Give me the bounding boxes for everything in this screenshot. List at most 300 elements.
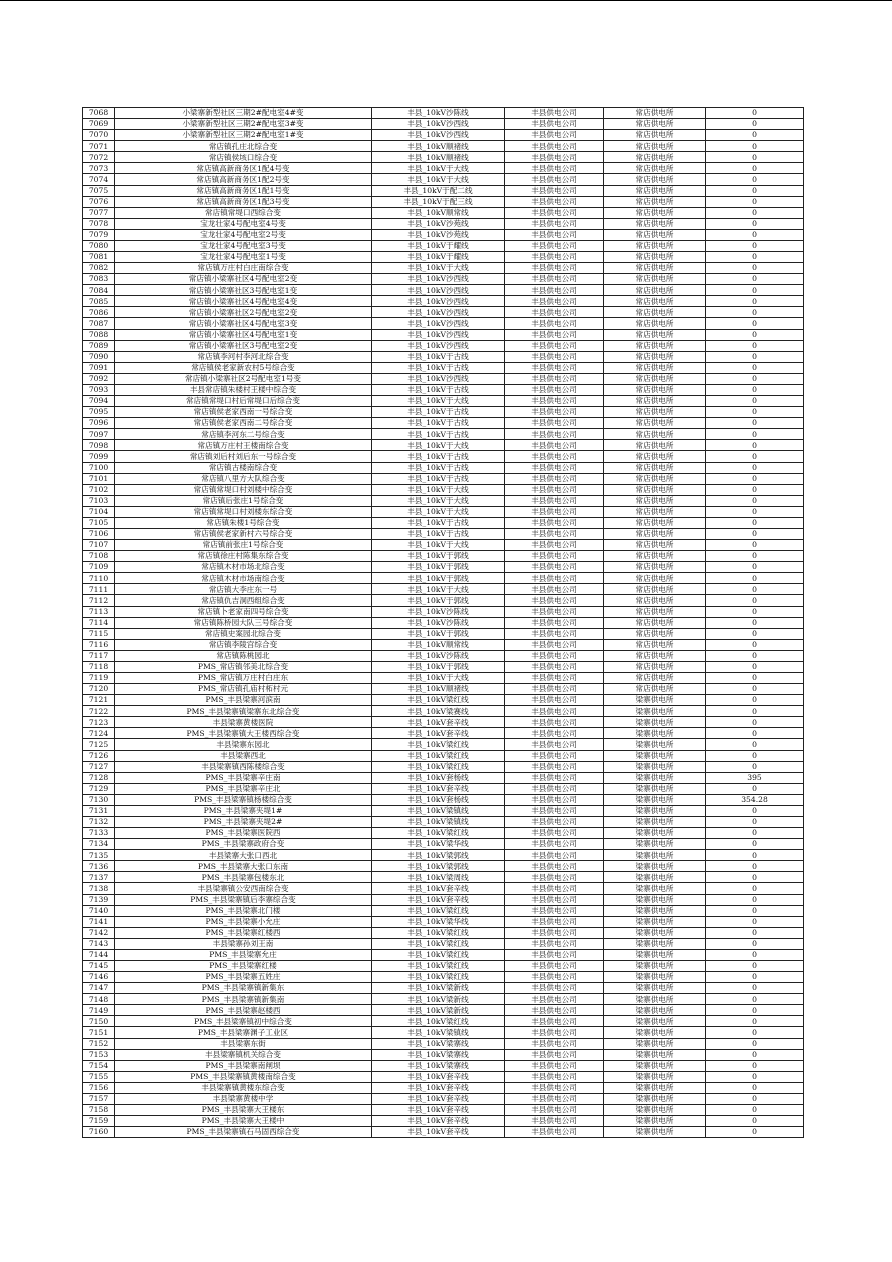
feeder-line-cell: 丰县_10kV套辛线 [372, 1105, 505, 1116]
supply-station-cell: 梁寨供电所 [604, 772, 706, 783]
company-cell: 丰县供电公司 [505, 551, 604, 562]
company-cell: 丰县供电公司 [505, 296, 604, 307]
feeder-line-cell: 丰县_10kV沙西线 [372, 318, 505, 329]
value-cell: 0 [706, 141, 804, 152]
transformer-name-cell: 小梁寨新型社区三期2#配电室1#变 [115, 130, 372, 141]
value-cell: 0 [706, 994, 804, 1005]
feeder-line-cell: 丰县_10kV于郭线 [372, 573, 505, 584]
value-cell: 0 [706, 595, 804, 606]
row-id-cell: 7073 [83, 163, 115, 174]
row-id-cell: 7089 [83, 340, 115, 351]
row-id-cell: 7097 [83, 429, 115, 440]
transformer-name-cell: PMS_丰县梁寨小允庄 [115, 916, 372, 927]
row-id-cell: 7160 [83, 1127, 115, 1138]
feeder-line-cell: 丰县_10kV沙西线 [372, 329, 505, 340]
feeder-line-cell: 丰县_10kV于古线 [372, 528, 505, 539]
company-cell: 丰县供电公司 [505, 894, 604, 905]
table-row [83, 163, 804, 174]
company-cell: 丰县供电公司 [505, 540, 604, 551]
company-cell: 丰县供电公司 [505, 1127, 604, 1138]
value-cell: 0 [706, 1005, 804, 1016]
value-cell: 0 [706, 617, 804, 628]
value-cell: 0 [706, 606, 804, 617]
supply-station-cell: 梁寨供电所 [604, 883, 706, 894]
feeder-line-cell: 丰县_10kV于大线 [372, 540, 505, 551]
company-cell: 丰县供电公司 [505, 263, 604, 274]
table-row [83, 672, 804, 683]
table-row [83, 1049, 804, 1060]
supply-station-cell: 梁寨供电所 [604, 905, 706, 916]
row-id-cell: 7137 [83, 872, 115, 883]
table-row [83, 484, 804, 495]
value-cell: 0 [706, 108, 804, 119]
feeder-line-cell: 丰县_10kV梁赛线 [372, 706, 505, 717]
company-cell: 丰县供电公司 [505, 174, 604, 185]
supply-station-cell: 常店供电所 [604, 218, 706, 229]
supply-station-cell: 梁寨供电所 [604, 1005, 706, 1016]
value-cell: 0 [706, 229, 804, 240]
transformer-name-cell: 常店镇小梁寨社区4号配电室1变 [115, 329, 372, 340]
transformer-name-cell: 常店镇卜老家南四号综合变 [115, 606, 372, 617]
value-cell: 0 [706, 451, 804, 462]
table-row [83, 1116, 804, 1127]
value-cell: 0 [706, 517, 804, 528]
company-cell: 丰县供电公司 [505, 407, 604, 418]
company-cell: 丰县供电公司 [505, 1105, 604, 1116]
transformer-name-cell: PMS_丰县梁寨红楼西 [115, 927, 372, 938]
value-cell: 0 [706, 384, 804, 395]
supply-station-cell: 常店供电所 [604, 517, 706, 528]
table-row [83, 218, 804, 229]
company-cell: 丰县供电公司 [505, 1082, 604, 1093]
value-cell: 0 [706, 130, 804, 141]
value-cell: 0 [706, 1127, 804, 1138]
supply-station-cell: 常店供电所 [604, 229, 706, 240]
supply-station-cell: 常店供电所 [604, 650, 706, 661]
company-cell: 丰县供电公司 [505, 440, 604, 451]
table-row [83, 961, 804, 972]
table-row [83, 451, 804, 462]
value-cell: 0 [706, 839, 804, 850]
value-cell: 0 [706, 916, 804, 927]
table-row [83, 1016, 804, 1027]
table-row [83, 440, 804, 451]
supply-station-cell: 梁寨供电所 [604, 1127, 706, 1138]
supply-station-cell: 常店供电所 [604, 595, 706, 606]
company-cell: 丰县供电公司 [505, 207, 604, 218]
value-cell: 0 [706, 717, 804, 728]
supply-station-cell: 梁寨供电所 [604, 1060, 706, 1071]
supply-station-cell: 常店供电所 [604, 506, 706, 517]
supply-station-cell: 梁寨供电所 [604, 972, 706, 983]
feeder-line-cell: 丰县_10kV套辛线 [372, 717, 505, 728]
value-cell: 0 [706, 817, 804, 828]
row-id-cell: 7152 [83, 1038, 115, 1049]
table-row [83, 240, 804, 251]
feeder-line-cell: 丰县_10kV梁红线 [372, 739, 505, 750]
feeder-line-cell: 丰县_10kV于郭线 [372, 562, 505, 573]
company-cell: 丰县供电公司 [505, 828, 604, 839]
value-cell: 0 [706, 340, 804, 351]
row-id-cell: 7074 [83, 174, 115, 185]
row-id-cell: 7141 [83, 916, 115, 927]
company-cell: 丰县供电公司 [505, 373, 604, 384]
supply-station-cell: 梁寨供电所 [604, 927, 706, 938]
table-row [83, 706, 804, 717]
supply-station-cell: 常店供电所 [604, 407, 706, 418]
feeder-line-cell: 丰县_10kV顺常线 [372, 207, 505, 218]
transformer-name-cell: 常店镇侯老家新村六号综合变 [115, 528, 372, 539]
transformer-name-cell: 宝龙壮家4号配电室4号变 [115, 218, 372, 229]
value-cell: 0 [706, 174, 804, 185]
table-row [83, 528, 804, 539]
value-cell: 0 [706, 185, 804, 196]
transformer-name-cell: PMS_丰县梁寨大张口东南 [115, 861, 372, 872]
company-cell: 丰县供电公司 [505, 362, 604, 373]
row-id-cell: 7127 [83, 761, 115, 772]
transformer-name-cell: 丰县梁寨镇公安西南综合变 [115, 883, 372, 894]
row-id-cell: 7155 [83, 1071, 115, 1082]
feeder-line-cell: 丰县_10kV梁红线 [372, 695, 505, 706]
feeder-line-cell: 丰县_10kV梁寨线 [372, 1049, 505, 1060]
transformer-name-cell: 丰县梁寨大张口西北 [115, 850, 372, 861]
feeder-line-cell: 丰县_10kV沙苑线 [372, 229, 505, 240]
value-cell: 0 [706, 484, 804, 495]
supply-station-cell: 常店供电所 [604, 451, 706, 462]
feeder-line-cell: 丰县_10kV顺褚线 [372, 152, 505, 163]
row-id-cell: 7070 [83, 130, 115, 141]
row-id-cell: 7082 [83, 263, 115, 274]
company-cell: 丰县供电公司 [505, 994, 604, 1005]
supply-station-cell: 梁寨供电所 [604, 783, 706, 794]
row-id-cell: 7090 [83, 351, 115, 362]
table-row [83, 905, 804, 916]
company-cell: 丰县供电公司 [505, 473, 604, 484]
company-cell: 丰县供电公司 [505, 672, 604, 683]
value-cell: 0 [706, 1082, 804, 1093]
feeder-line-cell: 丰县_10kV于大线 [372, 396, 505, 407]
value-cell: 0 [706, 695, 804, 706]
company-cell: 丰县供电公司 [505, 506, 604, 517]
row-id-cell: 7132 [83, 817, 115, 828]
company-cell: 丰县供电公司 [505, 340, 604, 351]
value-cell: 0 [706, 163, 804, 174]
company-cell: 丰县供电公司 [505, 252, 604, 263]
row-id-cell: 7148 [83, 994, 115, 1005]
row-id-cell: 7128 [83, 772, 115, 783]
supply-station-cell: 梁寨供电所 [604, 1049, 706, 1060]
table-row [83, 850, 804, 861]
supply-station-cell: 梁寨供电所 [604, 1016, 706, 1027]
transformer-name-cell: 宝龙壮家4号配电室1号变 [115, 252, 372, 263]
feeder-line-cell: 丰县_10kV梁寨线 [372, 1038, 505, 1049]
row-id-cell: 7095 [83, 407, 115, 418]
table-row [83, 551, 804, 562]
feeder-line-cell: 丰县_10kV于古线 [372, 362, 505, 373]
table-row [83, 351, 804, 362]
feeder-line-cell: 丰县_10kV沙陈线 [372, 617, 505, 628]
value-cell: 0 [706, 440, 804, 451]
row-id-cell: 7083 [83, 274, 115, 285]
company-cell: 丰县供电公司 [505, 794, 604, 805]
value-cell: 0 [706, 639, 804, 650]
feeder-line-cell: 丰县_10kV梁镇线 [372, 805, 505, 816]
feeder-line-cell: 丰县_10kV梁红线 [372, 972, 505, 983]
transformer-name-cell: 常店镇史案园北综合变 [115, 628, 372, 639]
feeder-line-cell: 丰县_10kV沙西线 [372, 119, 505, 130]
transformer-name-cell: 丰县梁寨东街 [115, 1038, 372, 1049]
company-cell: 丰县供电公司 [505, 805, 604, 816]
company-cell: 丰县供电公司 [505, 240, 604, 251]
table-row [83, 983, 804, 994]
value-cell: 0 [706, 894, 804, 905]
transformer-name-cell: PMS_丰县梁寨镇黄楼南综合变 [115, 1071, 372, 1082]
feeder-line-cell: 丰县_10kV套辛线 [372, 728, 505, 739]
transformer-name-cell: 常店镇小梁寨社区4号配电室4变 [115, 296, 372, 307]
value-cell: 0 [706, 983, 804, 994]
company-cell: 丰县供电公司 [505, 163, 604, 174]
feeder-line-cell: 丰县_10kV梁红线 [372, 761, 505, 772]
supply-station-cell: 常店供电所 [604, 661, 706, 672]
supply-station-cell: 常店供电所 [604, 396, 706, 407]
company-cell: 丰县供电公司 [505, 628, 604, 639]
transformer-name-cell: 常店镇侯垓口综合变 [115, 152, 372, 163]
feeder-line-cell: 丰县_10kV于大线 [372, 263, 505, 274]
row-id-cell: 7080 [83, 240, 115, 251]
row-id-cell: 7099 [83, 451, 115, 462]
value-cell: 0 [706, 628, 804, 639]
transformer-name-cell: 常店镇大李庄东一号 [115, 584, 372, 595]
feeder-line-cell: 丰县_10kV梁寨线 [372, 1060, 505, 1071]
transformer-name-cell: 常店镇侯老家西南二号综合变 [115, 418, 372, 429]
transformer-name-cell: 常店镇陈桃园北 [115, 650, 372, 661]
row-id-cell: 7130 [83, 794, 115, 805]
value-cell: 0 [706, 351, 804, 362]
supply-station-cell: 梁寨供电所 [604, 850, 706, 861]
value-cell: 0 [706, 307, 804, 318]
supply-station-cell: 常店供电所 [604, 362, 706, 373]
feeder-line-cell: 丰县_10kV套杨线 [372, 772, 505, 783]
company-cell: 丰县供电公司 [505, 850, 604, 861]
transformer-name-cell: PMS_丰县梁寨镇初中综合变 [115, 1016, 372, 1027]
value-cell: 0 [706, 828, 804, 839]
table-row [83, 739, 804, 750]
supply-station-cell: 常店供电所 [604, 163, 706, 174]
company-cell: 丰县供电公司 [505, 1016, 604, 1027]
table-row [83, 728, 804, 739]
table-row [83, 783, 804, 794]
supply-station-cell: 梁寨供电所 [604, 1027, 706, 1038]
company-cell: 丰县供电公司 [505, 1071, 604, 1082]
transformer-name-cell: 常店镇孔庄北综合变 [115, 141, 372, 152]
table-row [83, 362, 804, 373]
feeder-line-cell: 丰县_10kV于古线 [372, 351, 505, 362]
transformer-name-cell: 常店镇陈桥园大队三号综合变 [115, 617, 372, 628]
feeder-line-cell: 丰县_10kV于古线 [372, 473, 505, 484]
table-row [83, 373, 804, 384]
row-id-cell: 7078 [83, 218, 115, 229]
table-row [83, 506, 804, 517]
supply-station-cell: 梁寨供电所 [604, 739, 706, 750]
supply-station-cell: 梁寨供电所 [604, 1105, 706, 1116]
feeder-line-cell: 丰县_10kV套辛线 [372, 894, 505, 905]
value-cell: 0 [706, 329, 804, 340]
supply-station-cell: 梁寨供电所 [604, 717, 706, 728]
row-id-cell: 7106 [83, 528, 115, 539]
table-row [83, 828, 804, 839]
feeder-line-cell: 丰县_10kV顺褚线 [372, 684, 505, 695]
feeder-line-cell: 丰县_10kV沙西线 [372, 274, 505, 285]
company-cell: 丰县供电公司 [505, 130, 604, 141]
company-cell: 丰县供电公司 [505, 783, 604, 794]
company-cell: 丰县供电公司 [505, 927, 604, 938]
company-cell: 丰县供电公司 [505, 229, 604, 240]
table-row [83, 650, 804, 661]
table-row [83, 396, 804, 407]
table-row [83, 617, 804, 628]
transformer-name-cell: PMS_常店镇邻美北综合变 [115, 661, 372, 672]
value-cell: 0 [706, 506, 804, 517]
company-cell: 丰县供电公司 [505, 1038, 604, 1049]
company-cell: 丰县供电公司 [505, 108, 604, 119]
company-cell: 丰县供电公司 [505, 717, 604, 728]
company-cell: 丰县供电公司 [505, 617, 604, 628]
company-cell: 丰县供电公司 [505, 739, 604, 750]
transformer-name-cell: PMS_常店镇孔庙村柘村元 [115, 684, 372, 695]
company-cell: 丰县供电公司 [505, 318, 604, 329]
transformer-name-cell: 常店镇万庄村王楼南综合变 [115, 440, 372, 451]
table-row [83, 274, 804, 285]
supply-station-cell: 常店供电所 [604, 617, 706, 628]
company-cell: 丰县供电公司 [505, 1116, 604, 1127]
table-row [83, 994, 804, 1005]
transformer-name-cell: 丰县梁寨镇机关综合变 [115, 1049, 372, 1060]
supply-station-cell: 梁寨供电所 [604, 750, 706, 761]
value-cell: 0 [706, 1116, 804, 1127]
table-row [83, 174, 804, 185]
table-row [83, 1027, 804, 1038]
feeder-line-cell: 丰县_10kV于耀线 [372, 240, 505, 251]
company-cell: 丰县供电公司 [505, 839, 604, 850]
row-id-cell: 7143 [83, 938, 115, 949]
company-cell: 丰县供电公司 [505, 517, 604, 528]
value-cell: 0 [706, 1016, 804, 1027]
company-cell: 丰县供电公司 [505, 1027, 604, 1038]
feeder-line-cell: 丰县_10kV套辛线 [372, 883, 505, 894]
supply-station-cell: 常店供电所 [604, 429, 706, 440]
company-cell: 丰县供电公司 [505, 196, 604, 207]
supply-station-cell: 常店供电所 [604, 274, 706, 285]
row-id-cell: 7068 [83, 108, 115, 119]
value-cell: 395 [706, 772, 804, 783]
feeder-line-cell: 丰县_10kV梁华线 [372, 916, 505, 927]
feeder-line-cell: 丰县_10kV于古线 [372, 462, 505, 473]
feeder-line-cell: 丰县_10kV套辛线 [372, 1093, 505, 1104]
supply-station-cell: 梁寨供电所 [604, 961, 706, 972]
transformer-name-cell: 常店镇万庄村白庄南综合变 [115, 263, 372, 274]
transformer-name-cell: PMS_丰县梁寨镇杨楼综合变 [115, 794, 372, 805]
row-id-cell: 7157 [83, 1093, 115, 1104]
company-cell: 丰县供电公司 [505, 916, 604, 927]
supply-station-cell: 常店供电所 [604, 639, 706, 650]
company-cell: 丰县供电公司 [505, 1093, 604, 1104]
row-id-cell: 7085 [83, 296, 115, 307]
company-cell: 丰县供电公司 [505, 462, 604, 473]
company-cell: 丰县供电公司 [505, 329, 604, 340]
transformer-name-cell: 常店镇小梁寨社区3号配电室2变 [115, 340, 372, 351]
table-row [83, 883, 804, 894]
row-id-cell: 7144 [83, 949, 115, 960]
transformer-name-cell: PMS_丰县梁寨大王楼中 [115, 1116, 372, 1127]
table-row [83, 429, 804, 440]
table-row [83, 307, 804, 318]
supply-station-cell: 梁寨供电所 [604, 1071, 706, 1082]
supply-station-cell: 常店供电所 [604, 672, 706, 683]
table-row [83, 606, 804, 617]
value-cell: 0 [706, 573, 804, 584]
feeder-line-cell: 丰县_10kV于大线 [372, 506, 505, 517]
row-id-cell: 7112 [83, 595, 115, 606]
supply-station-cell: 常店供电所 [604, 196, 706, 207]
feeder-line-cell: 丰县_10kV于郭线 [372, 551, 505, 562]
transformer-name-cell: 丰县梁寨镇黄楼东综合变 [115, 1082, 372, 1093]
row-id-cell: 7121 [83, 695, 115, 706]
supply-station-cell: 常店供电所 [604, 240, 706, 251]
table-row [83, 185, 804, 196]
table-row [83, 750, 804, 761]
supply-station-cell: 常店供电所 [604, 307, 706, 318]
feeder-line-cell: 丰县_10kV于古线 [372, 517, 505, 528]
feeder-line-cell: 丰县_10kV沙西线 [372, 296, 505, 307]
transformer-name-cell: 常店镇侯老家西南一号综合变 [115, 407, 372, 418]
table-row [83, 573, 804, 584]
company-cell: 丰县供电公司 [505, 119, 604, 130]
supply-station-cell: 常店供电所 [604, 462, 706, 473]
table-row [83, 1093, 804, 1104]
supply-station-cell: 梁寨供电所 [604, 839, 706, 850]
feeder-line-cell: 丰县_10kV于大线 [372, 584, 505, 595]
supply-station-cell: 常店供电所 [604, 119, 706, 130]
value-cell: 0 [706, 396, 804, 407]
table-row [83, 861, 804, 872]
feeder-line-cell: 丰县_10kV梁红线 [372, 949, 505, 960]
transformer-name-cell: 常店镇李陵宫综合变 [115, 639, 372, 650]
company-cell: 丰县供电公司 [505, 750, 604, 761]
row-id-cell: 7104 [83, 506, 115, 517]
supply-station-cell: 常店供电所 [604, 606, 706, 617]
row-id-cell: 7149 [83, 1005, 115, 1016]
row-id-cell: 7133 [83, 828, 115, 839]
transformer-name-cell: 常店镇木材市场南综合变 [115, 573, 372, 584]
transformer-name-cell: 常店镇常堤口村刘楼东综合变 [115, 506, 372, 517]
row-id-cell: 7131 [83, 805, 115, 816]
row-id-cell: 7103 [83, 495, 115, 506]
feeder-line-cell: 丰县_10kV于古线 [372, 418, 505, 429]
transformer-name-cell: PMS_丰县梁寨辛庄南 [115, 772, 372, 783]
feeder-line-cell: 丰县_10kV梁新线 [372, 983, 505, 994]
transformer-name-cell: 宝龙壮家4号配电室3号变 [115, 240, 372, 251]
transformer-name-cell: PMS_丰县梁寨包楼东北 [115, 872, 372, 883]
table-row [83, 1060, 804, 1071]
feeder-line-cell: 丰县_10kV套辛线 [372, 1071, 505, 1082]
company-cell: 丰县供电公司 [505, 307, 604, 318]
row-id-cell: 7134 [83, 839, 115, 850]
feeder-line-cell: 丰县_10kV沙陈线 [372, 606, 505, 617]
feeder-line-cell: 丰县_10kV于郭线 [372, 661, 505, 672]
transformer-name-cell: PMS_丰县梁寨辛庄北 [115, 783, 372, 794]
table-row [83, 418, 804, 429]
value-cell: 0 [706, 949, 804, 960]
